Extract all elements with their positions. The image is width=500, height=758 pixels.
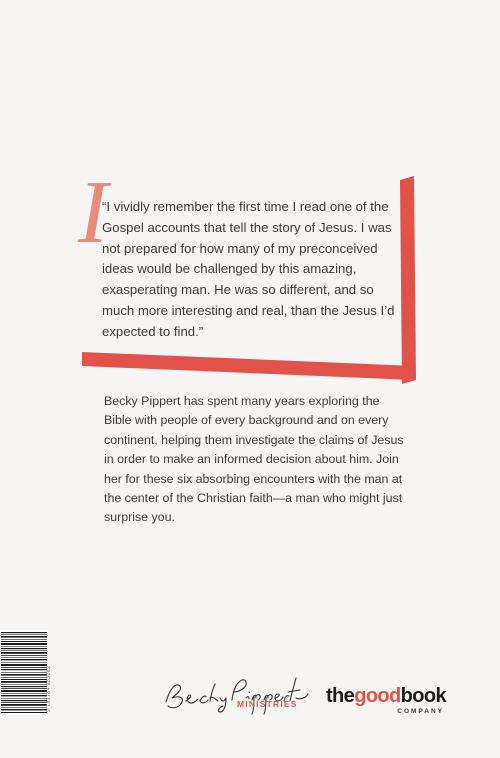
ministries-label: MINISTRIES — [237, 699, 298, 709]
publisher-company: COMPANY — [397, 708, 444, 715]
book-description: Becky Pippert has spent many years exploring the Bible with people of every background and on every continent, helping them investigate the claims of Jesus in order to make an informed decision about him. Join her for these six absorbing encounters with the man at the center of the Christian faith—a man who might just surprise you. — [104, 394, 404, 525]
pull-quote: “I vividly remember the first time I read one of the Gospel accounts that tell the story of Jesus. I was not prepared for how many of my preconceived ideas would be challenged by this amazing, exasperating man. He was so different, and so much more interesting and real, than the Jesus I’d expected to find.” — [102, 199, 395, 339]
publisher-name — [326, 686, 456, 706]
publisher-good: good — [354, 685, 401, 707]
isbn-number: 9 781784 983062 — [46, 665, 52, 712]
barcode — [0, 630, 48, 715]
publisher-the: the — [326, 685, 355, 707]
the-good-book-company-logo — [326, 686, 456, 715]
quote-drop-letter: I — [78, 163, 108, 262]
publisher-book: book — [400, 685, 447, 707]
